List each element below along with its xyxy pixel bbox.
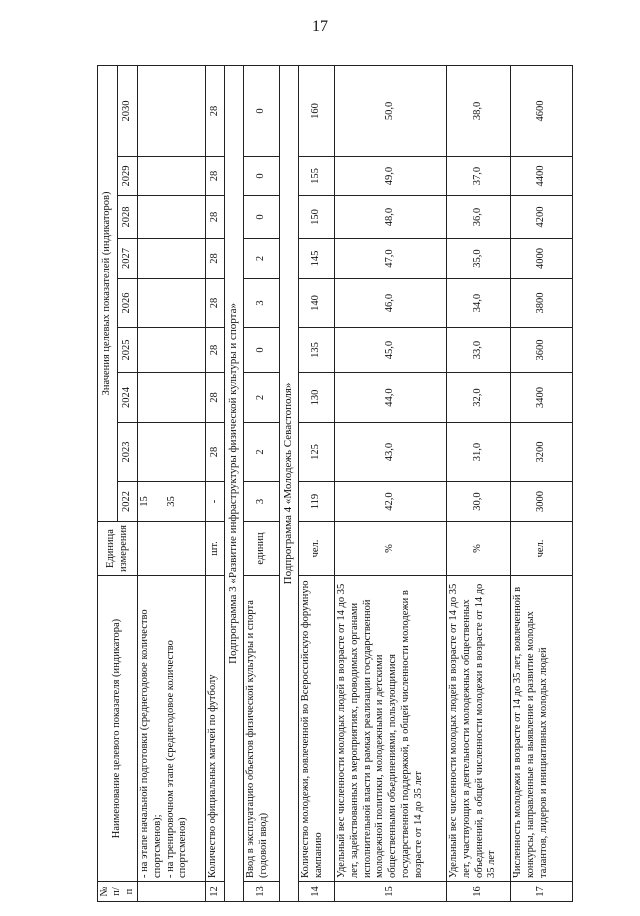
row-value-cell: 135 [299,328,335,373]
row11-stage-training: - на тренировочном этапе (среднегодовое количество спортсменов) [164,640,189,878]
row-value-cell: 28 [206,157,225,196]
row-unit-cell: шт. [206,522,225,576]
header-year: 2024 [118,373,138,423]
row-value-cell: 4400 [511,157,573,196]
table-row-16 [447,65,511,901]
row-value-cell: 2 [244,373,280,423]
row-value-cell [138,328,206,373]
row-value-cell: 4600 [511,65,573,156]
header-num: № п/п [98,882,138,902]
row-value-cell: 125 [299,423,335,482]
table-row-12 [206,65,225,901]
header-year: 2023 [118,423,138,482]
row-value-cell [138,157,206,196]
row-num-cell: 15 [335,882,447,902]
row-unit-cell: % [335,522,447,576]
row-value-cell: 3800 [511,279,573,328]
row-value-cell [138,196,206,239]
row-value-cell: 43,0 [335,423,447,482]
row11-value-training: 35 [165,496,177,507]
header-year: 2030 [118,65,138,156]
row-name-cell: Численность молодежи в возрасте от 14 до 35 лет, вовлеченной в конкурсы, направленные на выявление и развитие молодых талантов, лидеров и инициативных молодых людей [511,576,573,882]
header-name: Наименование целевого показателя (индикатора) [98,576,138,882]
row-value-cell: 38,0 [447,65,511,156]
row-unit-cell [138,522,206,576]
row11-value-initial: 15 [139,496,150,507]
rotated-page-area [97,66,549,902]
header-year: 2022 [118,482,138,522]
row-value-cell: 160 [299,65,335,156]
header-year: 2027 [118,239,138,279]
row-num-cell: 14 [299,882,335,902]
row-value-cell: 2 [244,239,280,279]
row-value-cell: 37,0 [447,157,511,196]
spacer [152,485,166,518]
row-name-cell: Количество официальных матчей по футболу [206,576,225,882]
row-value-cell: 47,0 [335,239,447,279]
row-unit-cell: % [447,522,511,576]
row-num-cell [138,882,206,902]
row-name-cell [138,576,206,882]
header-row-1 [98,65,118,901]
row-value-cell: 3200 [511,423,573,482]
row-value-cell: 45,0 [335,328,447,373]
row-num-cell: 17 [511,882,573,902]
table-row-13 [244,65,280,901]
row-value-cell: 130 [299,373,335,423]
indicators-table [97,65,573,902]
subprogram-4-row [280,65,299,901]
table-row-15 [335,65,447,901]
row-value-cell: 28 [206,279,225,328]
row-name-cell: Удельный вес численности молодых людей в возрасте от 14 до 35 лет, участвующих в деятельности молодежных общественных объединений, в общей численности молодежи в возрасте от 14 до 35 лет [447,576,511,882]
row-value-cell: 145 [299,239,335,279]
row-value-cell [138,279,206,328]
row-value-cell: 3400 [511,373,573,423]
row-value-cell: 31,0 [447,423,511,482]
row-value-cell: 140 [299,279,335,328]
row-value-cell: 3 [244,482,280,522]
row-value-cell: 36,0 [447,196,511,239]
row-value-cell: 3 [244,279,280,328]
header-year: 2028 [118,196,138,239]
header-year: 2026 [118,279,138,328]
page-number: 17 [312,18,328,35]
row-value-cell: 46,0 [335,279,447,328]
row-value-cell [138,373,206,423]
header-year: 2029 [118,157,138,196]
row-value-cell [138,239,206,279]
row-value-cell: 0 [244,196,280,239]
header-year: 2025 [118,328,138,373]
row-value-cell: 155 [299,157,335,196]
row-value-cell [138,423,206,482]
row-name-cell: Ввод в эксплуатацию объектов физической культуры и спорта (годовой ввод) [244,576,280,882]
row-name-cell: Количество молодежи, вовлеченной во Всероссийскую форумную кампанию [299,576,335,882]
row-value-cell: 0 [244,65,280,156]
row-num-cell: 16 [447,882,511,902]
row-value-cell: 33,0 [447,328,511,373]
header-unit: Единица измерения [98,522,138,576]
row-value-cell: 4000 [511,239,573,279]
row-unit-cell: чел. [511,522,573,576]
table-row-17 [511,65,573,901]
row-name-cell: Удельный вес численности молодых людей в возрасте от 14 до 35 лет, задействованных в мероприятиях, проводимых органами исполнительной власти в рамках реализации государственной молодежной политики, молодежными и детскими общественными объединениями, пользующимися государственной поддержкой, в общей численности молодежи в возрасте от 14 до 35 лет [335,576,447,882]
row-value-cell: 28 [206,423,225,482]
row-value-cell: 119 [299,482,335,522]
row-value-cell: 34,0 [447,279,511,328]
row-value-cell: 0 [244,328,280,373]
row11-stage-initial: - на этапе начальной подготовки (среднегодовое количество спортсменов); [139,609,163,878]
row-value-cell: 28 [206,196,225,239]
row-value-cell: 49,0 [335,157,447,196]
row-value-cell: 28 [206,373,225,423]
subprogram-3-title: Подпрограмма 3 «Развитие инфраструктуры физической культуры и спорта» [225,65,244,901]
row-num-cell: 13 [244,882,280,902]
row-value-cell [138,482,206,522]
row-value-cell: - [206,482,225,522]
row-unit-cell: единиц [244,522,280,576]
row-value-cell: 4200 [511,196,573,239]
table-row-14 [299,65,335,901]
row-value-cell [138,65,206,156]
row-value-cell: 50,0 [335,65,447,156]
row-value-cell: 35,0 [447,239,511,279]
row-value-cell: 28 [206,328,225,373]
row-value-cell: 3600 [511,328,573,373]
row-value-cell: 32,0 [447,373,511,423]
table-row-11-continued [138,65,206,901]
subprogram-3-row [225,65,244,901]
subprogram-4-title: Подпрограмма 4 «Молодежь Севастополя» [280,65,299,901]
row-unit-cell: чел. [299,522,335,576]
row-value-cell: 48,0 [335,196,447,239]
row-value-cell: 150 [299,196,335,239]
row-value-cell: 44,0 [335,373,447,423]
row-value-cell: 28 [206,239,225,279]
row-value-cell: 28 [206,65,225,156]
row-value-cell: 3000 [511,482,573,522]
row-value-cell: 30,0 [447,482,511,522]
indicators-table-rotated [97,66,549,902]
row-num-cell: 12 [206,882,225,902]
row-value-cell: 2 [244,423,280,482]
row-value-cell: 42,0 [335,482,447,522]
header-values-group: Значения целевых показателей (индикаторов) [98,65,118,521]
row-value-cell: 0 [244,157,280,196]
